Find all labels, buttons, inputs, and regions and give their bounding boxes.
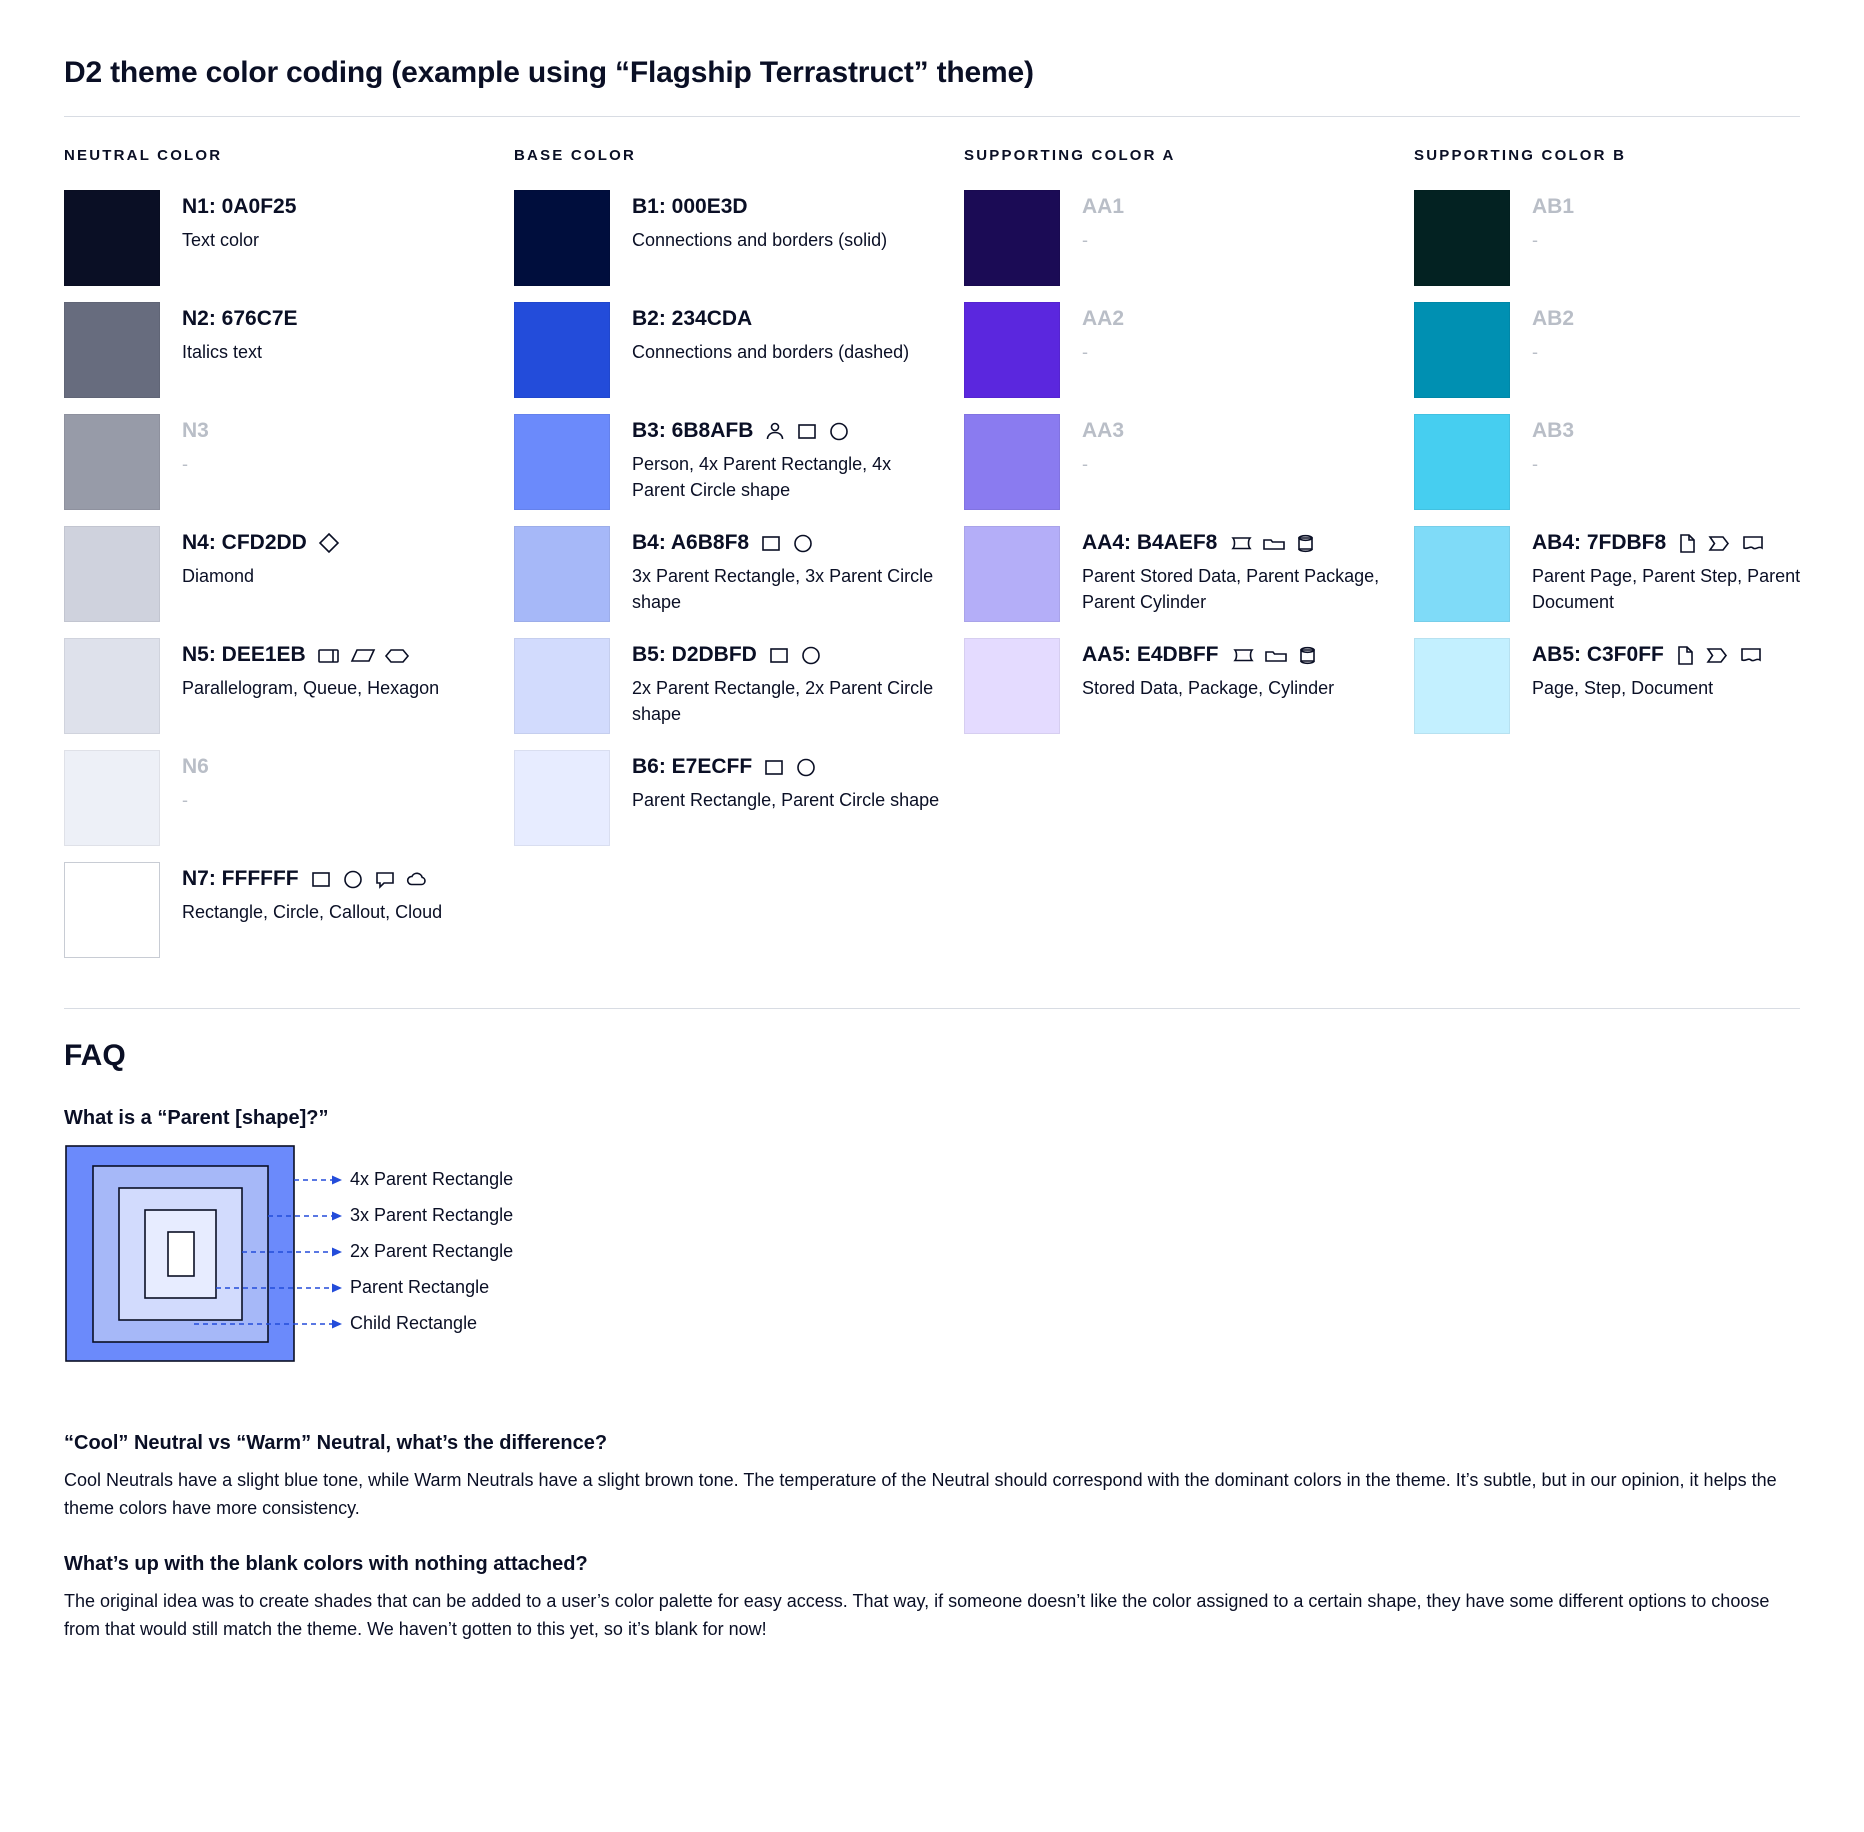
color-swatch-row xyxy=(1414,414,1864,510)
color-swatch-row xyxy=(964,190,1414,286)
swatch-description: Connections and borders (solid) xyxy=(632,230,888,251)
swatch-name xyxy=(182,306,298,332)
circle-icon xyxy=(827,419,851,443)
faq-item-blank-colors xyxy=(64,1553,1800,1644)
color-swatch-row xyxy=(514,414,964,510)
color-swatch xyxy=(64,190,160,286)
shape-icons xyxy=(1674,643,1764,667)
swatch-text xyxy=(1060,414,1124,477)
swatch-name xyxy=(182,194,296,220)
swatch-description: - xyxy=(1082,342,1088,363)
nesting-label: 2x Parent Rectangle xyxy=(350,1241,514,1261)
color-columns xyxy=(64,147,1800,974)
swatch-description: - xyxy=(1082,454,1088,475)
color-swatch-row xyxy=(64,638,514,734)
swatch-name xyxy=(1532,306,1574,332)
circle-icon xyxy=(799,643,823,667)
swatch-text xyxy=(610,638,940,727)
swatch-text xyxy=(610,302,909,365)
swatch-text xyxy=(160,414,209,477)
swatch-name-label: N5: DEE1EB xyxy=(182,643,306,666)
column-heading: SUPPORTING COLOR B xyxy=(1414,147,1627,164)
column-heading: BASE COLOR xyxy=(514,147,637,164)
color-swatch xyxy=(514,750,610,846)
document-icon xyxy=(1738,643,1764,667)
swatch-description: Parent Rectangle, Parent Circle shape xyxy=(632,790,940,811)
nesting-label: Child Rectangle xyxy=(350,1313,478,1333)
swatch-name-label: AB3 xyxy=(1532,419,1575,442)
swatch-description: Diamond xyxy=(182,566,255,587)
color-column xyxy=(1414,147,1864,974)
swatch-text xyxy=(1060,638,1334,701)
rectangle-icon xyxy=(759,531,783,555)
color-column xyxy=(64,147,514,974)
swatch-name-label: N6 xyxy=(182,755,209,778)
page-icon xyxy=(1676,531,1698,555)
shape-icons xyxy=(1229,643,1319,667)
swatch-name xyxy=(632,754,939,780)
swatch-description: - xyxy=(1532,230,1538,251)
swatch-name-label: N4: CFD2DD xyxy=(182,531,307,554)
color-swatch-row xyxy=(514,302,964,398)
swatch-name xyxy=(1082,530,1390,556)
swatch-name xyxy=(182,418,209,444)
swatch-description: - xyxy=(182,454,188,475)
swatch-description: Parallelogram, Queue, Hexagon xyxy=(182,678,440,699)
faq-item-cool-warm xyxy=(64,1432,1800,1523)
faq-answer: The original idea was to create shades that can be added to a user’s color palette for easy access. That way, if someone doesn’t like the color assigned to a certain shape, they have some different options to choose from that would still match the theme. We haven’t gotten to this yet, so it’s blank for now! xyxy=(64,1590,1770,1639)
swatch-name xyxy=(1532,530,1840,556)
swatch-name-label: N1: 0A0F25 xyxy=(182,195,297,218)
color-swatch xyxy=(514,190,610,286)
color-swatch-row xyxy=(64,862,514,958)
shape-icons xyxy=(317,531,341,555)
color-swatch-row xyxy=(1414,638,1864,734)
circle-icon xyxy=(341,867,365,891)
color-swatch xyxy=(1414,414,1510,510)
color-column xyxy=(514,147,964,974)
swatch-name-label: AA3 xyxy=(1082,419,1125,442)
swatch-name-label: N7: FFFFFF xyxy=(182,867,299,890)
faq-divider xyxy=(64,1008,1800,1009)
color-swatch xyxy=(64,526,160,622)
swatch-text xyxy=(160,190,296,253)
swatch-name-label: AB4: 7FDBF8 xyxy=(1532,531,1667,554)
swatch-text xyxy=(610,414,940,503)
color-swatch-row xyxy=(514,526,964,622)
swatch-name xyxy=(1082,306,1124,332)
swatch-description: - xyxy=(1532,342,1538,363)
callout-icon xyxy=(373,867,397,891)
color-swatch xyxy=(964,302,1060,398)
title-divider xyxy=(64,116,1800,117)
swatch-name xyxy=(632,194,887,220)
cylinder-icon xyxy=(1297,643,1319,667)
color-swatch-row xyxy=(64,414,514,510)
swatch-text xyxy=(610,750,939,813)
color-swatch-row xyxy=(1414,526,1864,622)
faq-answer: Cool Neutrals have a slight blue tone, while Warm Neutrals have a slight brown tone. The temperature of the Neutral should correspond with the dominant colors in the theme. It’s subtle, but in our opinion, it helps the theme colors have more consistency. xyxy=(64,1470,1777,1518)
color-swatch-row xyxy=(964,526,1414,622)
swatch-name-label: B3: 6B8AFB xyxy=(632,419,754,442)
shape-icons xyxy=(762,755,818,779)
swatch-text xyxy=(1060,526,1390,615)
stored-data-icon xyxy=(1229,643,1255,667)
color-swatch-row xyxy=(514,638,964,734)
color-swatch-row xyxy=(964,638,1414,734)
rectangle-icon xyxy=(762,755,786,779)
swatch-name-label: B2: 234CDA xyxy=(632,307,753,330)
swatch-name xyxy=(1082,194,1124,220)
swatch-name xyxy=(1082,418,1124,444)
queue-icon xyxy=(316,643,342,667)
package-icon xyxy=(1261,531,1287,555)
circle-icon xyxy=(794,755,818,779)
swatch-name-label: AA1 xyxy=(1082,195,1125,218)
swatch-description: - xyxy=(1082,230,1088,251)
faq-question: “Cool” Neutral vs “Warm” Neutral, what’s the difference? xyxy=(64,1432,608,1454)
swatch-name xyxy=(632,418,940,444)
swatch-name xyxy=(182,866,442,892)
color-swatch xyxy=(514,302,610,398)
color-swatch-row xyxy=(1414,190,1864,286)
swatch-description: Connections and borders (dashed) xyxy=(632,342,910,363)
color-swatch xyxy=(1414,302,1510,398)
swatch-text xyxy=(1510,526,1840,615)
shape-icons xyxy=(767,643,823,667)
swatch-description: Person, 4x Parent Rectangle, 4x Parent Circle shape xyxy=(632,454,892,501)
package-icon xyxy=(1263,643,1289,667)
color-swatch xyxy=(964,526,1060,622)
swatch-text xyxy=(610,526,940,615)
nesting-label: 4x Parent Rectangle xyxy=(350,1169,514,1189)
nesting-label: 3x Parent Rectangle xyxy=(350,1205,514,1225)
swatch-description: - xyxy=(1532,454,1538,475)
swatch-description: 3x Parent Rectangle, 3x Parent Circle shape xyxy=(632,566,934,613)
color-swatch-row xyxy=(64,190,514,286)
faq-question: What is a “Parent [shape]?” xyxy=(64,1107,329,1129)
hexagon-icon xyxy=(384,643,410,667)
swatch-text xyxy=(160,750,209,813)
color-swatch xyxy=(1414,638,1510,734)
diamond-icon xyxy=(317,531,341,555)
color-swatch xyxy=(964,190,1060,286)
rectangle-icon xyxy=(309,867,333,891)
swatch-name xyxy=(1532,194,1574,220)
swatch-text xyxy=(1510,190,1574,253)
swatch-text xyxy=(160,302,298,365)
step-icon xyxy=(1706,531,1732,555)
swatch-text xyxy=(160,526,341,589)
swatch-description: Page, Step, Document xyxy=(1532,678,1714,699)
swatch-text xyxy=(1060,302,1124,365)
swatch-text xyxy=(610,190,887,253)
circle-icon xyxy=(791,531,815,555)
swatch-description: Rectangle, Circle, Callout, Cloud xyxy=(182,902,443,923)
swatch-description: 2x Parent Rectangle, 2x Parent Circle shape xyxy=(632,678,934,725)
swatch-name-label: AB2 xyxy=(1532,307,1575,330)
page-title: D2 theme color coding (example using “Flagship Terrastruct” theme) xyxy=(64,56,1034,89)
color-swatch xyxy=(64,302,160,398)
parallelogram-icon xyxy=(350,643,376,667)
shape-icons xyxy=(309,867,431,891)
color-swatch xyxy=(64,414,160,510)
rectangle-icon xyxy=(767,643,791,667)
color-swatch xyxy=(514,526,610,622)
rectangle-icon xyxy=(795,419,819,443)
faq-item-parent-shape xyxy=(64,1107,1800,1392)
swatch-name-label: AA5: E4DBFF xyxy=(1082,643,1219,666)
cylinder-icon xyxy=(1295,531,1317,555)
swatch-name-label: AA4: B4AEF8 xyxy=(1082,531,1218,554)
color-swatch-row xyxy=(514,750,964,846)
shape-icons xyxy=(759,531,815,555)
color-swatch xyxy=(1414,526,1510,622)
swatch-text xyxy=(1510,302,1574,365)
shape-icons xyxy=(1227,531,1317,555)
swatch-text xyxy=(160,862,442,925)
swatch-name-label: AB5: C3F0FF xyxy=(1532,643,1664,666)
color-swatch-row xyxy=(964,302,1414,398)
person-icon xyxy=(763,419,787,443)
swatch-name-label: AB1 xyxy=(1532,195,1575,218)
color-swatch xyxy=(514,638,610,734)
swatch-description: - xyxy=(182,790,188,811)
step-icon xyxy=(1704,643,1730,667)
stored-data-icon xyxy=(1227,531,1253,555)
color-swatch xyxy=(64,638,160,734)
swatch-name xyxy=(632,306,909,332)
color-swatch xyxy=(64,862,160,958)
color-swatch xyxy=(964,638,1060,734)
faq-question: What’s up with the blank colors with nothing attached? xyxy=(64,1552,588,1575)
swatch-name xyxy=(632,530,940,556)
swatch-name-label: N2: 676C7E xyxy=(182,307,298,330)
swatch-description: Italics text xyxy=(182,342,263,363)
column-heading: SUPPORTING COLOR A xyxy=(964,147,1176,164)
color-swatch-row xyxy=(964,414,1414,510)
swatch-text xyxy=(1510,414,1574,477)
swatch-description: Stored Data, Package, Cylinder xyxy=(1082,678,1335,699)
color-swatch-row xyxy=(514,190,964,286)
swatch-name xyxy=(1532,418,1574,444)
shape-icons xyxy=(763,419,851,443)
color-swatch xyxy=(1414,190,1510,286)
swatch-description: Parent Page, Parent Step, Parent Document xyxy=(1532,566,1801,613)
swatch-name xyxy=(182,530,341,556)
color-swatch-row xyxy=(1414,302,1864,398)
shape-icons xyxy=(1676,531,1766,555)
nesting-label: Parent Rectangle xyxy=(350,1277,490,1297)
swatch-name xyxy=(182,642,439,668)
document-icon xyxy=(1740,531,1766,555)
swatch-description: Text color xyxy=(182,230,260,251)
swatch-name xyxy=(1082,642,1334,668)
swatch-name-label: AA2 xyxy=(1082,307,1125,330)
parent-shape-diagram xyxy=(64,1142,1800,1392)
color-swatch xyxy=(964,414,1060,510)
color-swatch xyxy=(64,750,160,846)
swatch-name xyxy=(632,642,940,668)
color-column xyxy=(964,147,1414,974)
swatch-name-label: B1: 000E3D xyxy=(632,195,748,218)
cloud-icon xyxy=(405,867,431,891)
color-swatch xyxy=(514,414,610,510)
page-icon xyxy=(1674,643,1696,667)
swatch-description: Parent Stored Data, Parent Package, Parent Cylinder xyxy=(1082,566,1380,613)
swatch-name-label: B4: A6B8F8 xyxy=(632,531,750,554)
swatch-text xyxy=(160,638,439,701)
swatch-name-label: N3 xyxy=(182,419,209,442)
swatch-name xyxy=(182,754,209,780)
color-swatch-row xyxy=(64,526,514,622)
color-swatch-row xyxy=(64,302,514,398)
swatch-name-label: B6: E7ECFF xyxy=(632,755,753,778)
color-swatch-row xyxy=(64,750,514,846)
swatch-name-label: B5: D2DBFD xyxy=(632,643,757,666)
swatch-name xyxy=(1532,642,1764,668)
shape-icons xyxy=(316,643,410,667)
swatch-text xyxy=(1510,638,1764,701)
swatch-text xyxy=(1060,190,1124,253)
column-heading: NEUTRAL COLOR xyxy=(64,147,223,164)
faq-heading: FAQ xyxy=(64,1039,126,1072)
